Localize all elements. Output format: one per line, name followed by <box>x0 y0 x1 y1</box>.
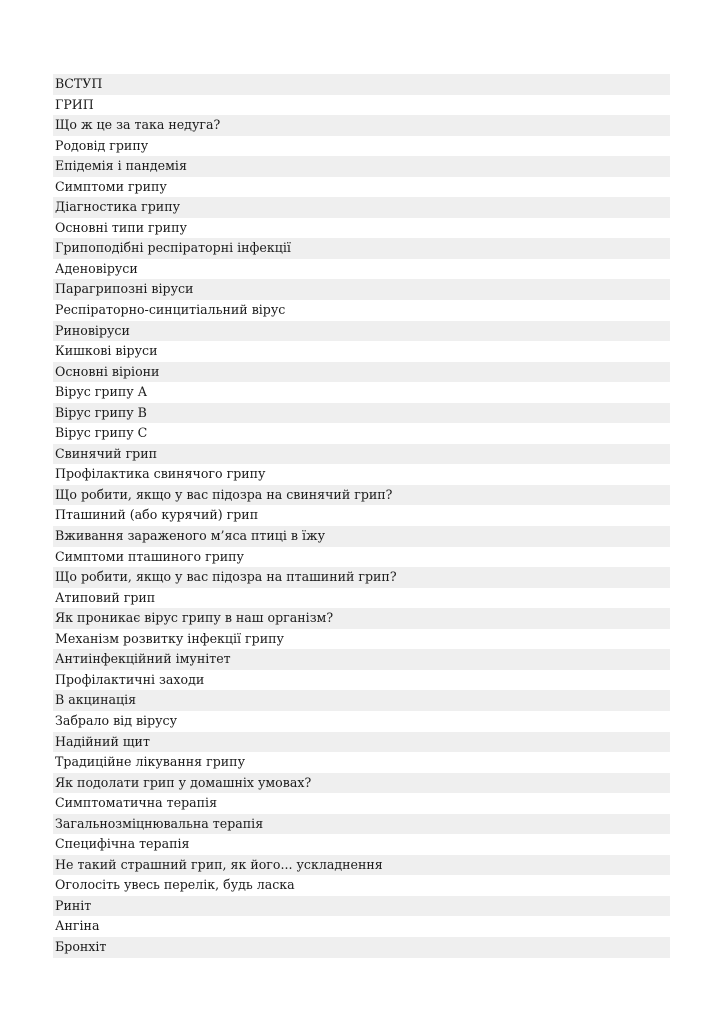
toc-item[interactable]: Як подолати грип у домашніх умовах? <box>53 773 670 794</box>
toc-item[interactable]: Вірус грипу А <box>53 382 670 403</box>
toc-item-hryp[interactable]: ГРИП <box>53 95 670 116</box>
toc-item[interactable]: Профілактика свинячого грипу <box>53 464 670 485</box>
toc-item[interactable]: Що робити, якщо у вас підозра на пташиний грип? <box>53 567 670 588</box>
table-of-contents <box>53 74 670 958</box>
toc-item[interactable]: Що робити, якщо у вас підозра на свинячий грип? <box>53 485 670 506</box>
toc-item[interactable]: Вірус грипу В <box>53 403 670 424</box>
toc-item[interactable]: Грипоподібні респіраторні інфекції <box>53 238 670 259</box>
toc-item[interactable]: Загальнозміцнювальна терапія <box>53 814 670 835</box>
toc-item-vstup[interactable]: ВСТУП <box>53 74 670 95</box>
toc-item[interactable]: Механізм розвитку інфекції грипу <box>53 629 670 650</box>
toc-item[interactable]: Надійний щит <box>53 732 670 753</box>
toc-item[interactable]: Симптоми пташиного грипу <box>53 547 670 568</box>
toc-item[interactable]: Риновіруси <box>53 321 670 342</box>
toc-item[interactable]: Парагрипозні віруси <box>53 279 670 300</box>
toc-item[interactable]: Не такий страшний грип, як його... ускладнення <box>53 855 670 876</box>
toc-item[interactable]: Специфічна терапія <box>53 834 670 855</box>
toc-item[interactable]: Діагностика грипу <box>53 197 670 218</box>
toc-item[interactable]: Респіраторно-синцитіальний вірус <box>53 300 670 321</box>
toc-item[interactable]: Свинячий грип <box>53 444 670 465</box>
toc-item[interactable]: Як проникає вірус грипу в наш організм? <box>53 608 670 629</box>
toc-item[interactable]: Риніт <box>53 896 670 917</box>
toc-item[interactable]: Симптоми грипу <box>53 177 670 198</box>
toc-item[interactable]: В акцинація <box>53 690 670 711</box>
toc-item[interactable]: Пташиний (або курячий) грип <box>53 505 670 526</box>
toc-item[interactable]: Антиінфекційний імунітет <box>53 649 670 670</box>
toc-item[interactable]: Профілактичні заходи <box>53 670 670 691</box>
toc-item[interactable]: Основні віріони <box>53 362 670 383</box>
toc-item[interactable]: Ангіна <box>53 916 670 937</box>
toc-item[interactable]: Основні типи грипу <box>53 218 670 239</box>
toc-item[interactable]: Аденовіруси <box>53 259 670 280</box>
toc-item[interactable]: Епідемія і пандемія <box>53 156 670 177</box>
toc-item[interactable]: Бронхіт <box>53 937 670 958</box>
toc-item[interactable]: Кишкові віруси <box>53 341 670 362</box>
toc-item[interactable]: Що ж це за така недуга? <box>53 115 670 136</box>
toc-item[interactable]: Оголосіть увесь перелік, будь ласка <box>53 875 670 896</box>
toc-item[interactable]: Вірус грипу С <box>53 423 670 444</box>
toc-item[interactable]: Симптоматична терапія <box>53 793 670 814</box>
toc-item[interactable]: Атиповий грип <box>53 588 670 609</box>
toc-item[interactable]: Родовід грипу <box>53 136 670 157</box>
toc-item[interactable]: Вживання зараженого м’яса птиці в їжу <box>53 526 670 547</box>
toc-item[interactable]: Забрало від вірусу <box>53 711 670 732</box>
toc-item[interactable]: Традиційне лікування грипу <box>53 752 670 773</box>
